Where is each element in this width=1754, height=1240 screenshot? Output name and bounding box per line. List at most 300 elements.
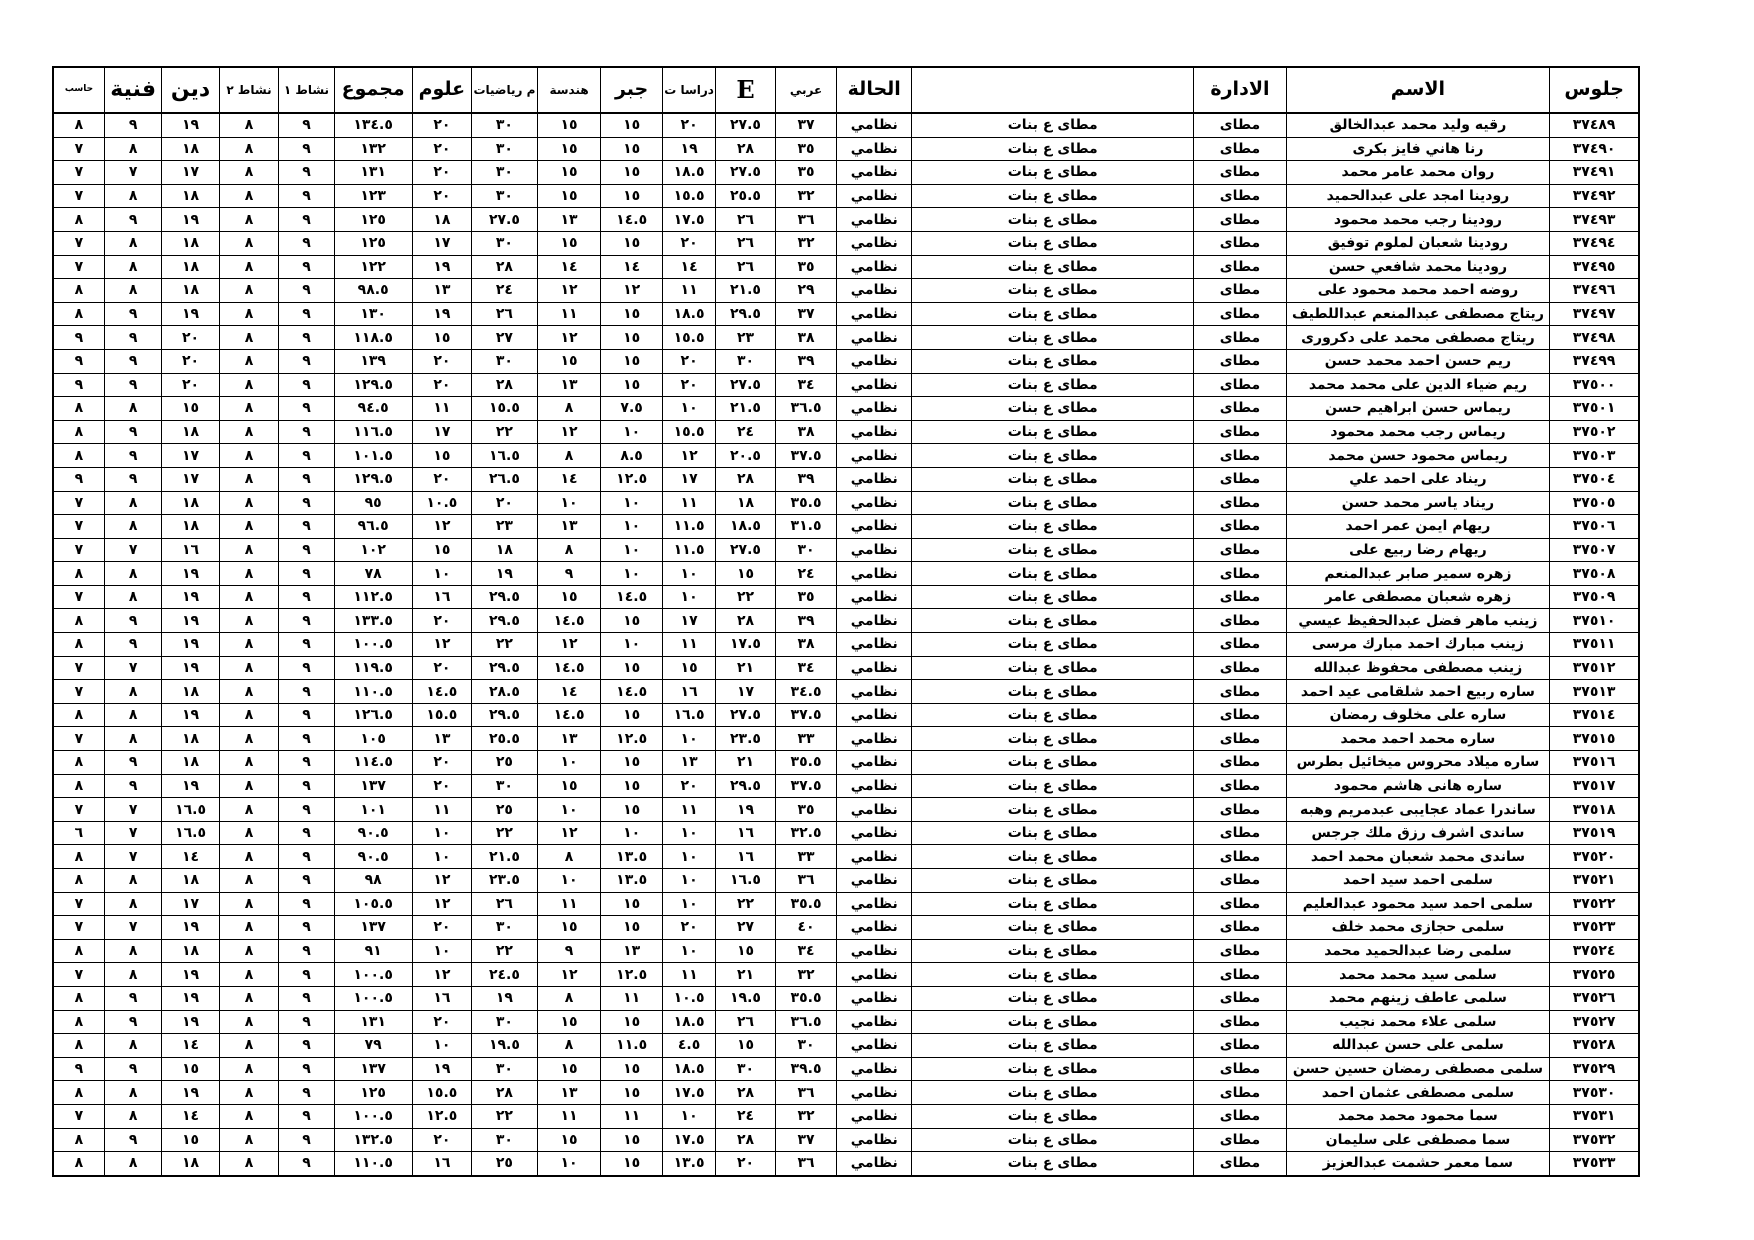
total-score-cell: ١٣١ xyxy=(334,1010,412,1034)
activity-1-score-cell: ٩ xyxy=(279,420,334,444)
total-score-cell: ١٣٧ xyxy=(334,916,412,940)
total-score-cell: ١٣٢.٥ xyxy=(334,1128,412,1152)
geometry-score-cell: ١٠ xyxy=(537,798,601,822)
religion-score-cell: ١٧ xyxy=(162,161,219,185)
art-score-cell: ٧ xyxy=(104,161,161,185)
computer-score-cell: ٨ xyxy=(53,869,104,893)
administration-cell: مطاى xyxy=(1194,798,1286,822)
total-score-cell: ١١٠.٥ xyxy=(334,1152,412,1176)
seat-number-cell: ٣٧٤٩١ xyxy=(1550,161,1639,185)
social-studies-score-cell: ١٦ xyxy=(662,680,715,704)
total-score-cell: ٧٩ xyxy=(334,1034,412,1058)
computer-score-cell: ٨ xyxy=(53,420,104,444)
geometry-score-cell: ١٠ xyxy=(537,751,601,775)
arabic-score-cell: ٣٨ xyxy=(775,326,837,350)
total-score-cell: ١٢٩.٥ xyxy=(334,373,412,397)
administration-cell: مطاى xyxy=(1194,491,1286,515)
table-row xyxy=(53,963,1639,987)
status-cell: نظامي xyxy=(837,1057,912,1081)
computer-score-cell: ٨ xyxy=(53,562,104,586)
total-score-cell: ١١٤.٥ xyxy=(334,751,412,775)
activity-2-score-cell: ٨ xyxy=(219,680,279,704)
seat-number-cell: ٣٧٥٠٣ xyxy=(1550,444,1639,468)
religion-score-cell: ١٩ xyxy=(162,562,219,586)
art-score-cell: ٨ xyxy=(104,279,161,303)
geometry-score-cell: ٨ xyxy=(537,538,601,562)
status-cell: نظامي xyxy=(837,397,912,421)
english-score-cell: ١٥ xyxy=(716,562,776,586)
table-row xyxy=(53,279,1639,303)
status-cell: نظامي xyxy=(837,1034,912,1058)
activity-1-score-cell: ٩ xyxy=(279,727,334,751)
algebra-score-cell: ١٥ xyxy=(601,656,663,680)
activity-2-score-cell: ٨ xyxy=(219,963,279,987)
activity-1-score-cell: ٩ xyxy=(279,869,334,893)
english-score-cell: ٢٠.٥ xyxy=(716,444,776,468)
status-cell: نظامي xyxy=(837,515,912,539)
activity-2-score-cell: ٨ xyxy=(219,585,279,609)
science-score-cell: ٢٠ xyxy=(412,609,472,633)
table-row xyxy=(53,798,1639,822)
geometry-score-cell: ١٥ xyxy=(537,349,601,373)
total-score-cell: ٩٨ xyxy=(334,869,412,893)
computer-score-cell: ٧ xyxy=(53,916,104,940)
geometry-score-cell: ١٥ xyxy=(537,113,601,137)
administration-cell: مطاى xyxy=(1194,1057,1286,1081)
status-cell: نظامي xyxy=(837,1152,912,1176)
seat-number-cell: ٣٧٥٢٩ xyxy=(1550,1057,1639,1081)
computer-score-cell: ٩ xyxy=(53,1057,104,1081)
art-score-cell: ٩ xyxy=(104,1057,161,1081)
seat-number-cell: ٣٧٤٩٧ xyxy=(1550,302,1639,326)
school-cell: مطاى ع بنات xyxy=(912,585,1194,609)
school-cell: مطاى ع بنات xyxy=(912,680,1194,704)
table-row xyxy=(53,326,1639,350)
status-cell: نظامي xyxy=(837,231,912,255)
activity-1-header: نشاط ١ xyxy=(279,67,334,113)
science-score-cell: ١٨ xyxy=(412,208,472,232)
religion-score-cell: ١٤ xyxy=(162,845,219,869)
status-cell: نظامي xyxy=(837,633,912,657)
social-studies-score-cell: ٢٠ xyxy=(662,113,715,137)
seat-number-cell: ٣٧٤٩٢ xyxy=(1550,184,1639,208)
status-cell: نظامي xyxy=(837,326,912,350)
algebra-score-cell: ١٣ xyxy=(601,939,663,963)
religion-score-cell: ١٩ xyxy=(162,609,219,633)
english-score-cell: ٢٤ xyxy=(716,1104,776,1128)
english-score-cell: ١٧ xyxy=(716,680,776,704)
school-cell: مطاى ع بنات xyxy=(912,751,1194,775)
arabic-score-cell: ٣٥ xyxy=(775,137,837,161)
seat-number-cell: ٣٧٥١٣ xyxy=(1550,680,1639,704)
geometry-score-cell: ٨ xyxy=(537,444,601,468)
english-score-cell: ٢٤ xyxy=(716,420,776,444)
computer-score-cell: ٨ xyxy=(53,279,104,303)
status-cell: نظامي xyxy=(837,751,912,775)
administration-cell: مطاى xyxy=(1194,845,1286,869)
english-score-cell: ٢٩.٥ xyxy=(716,774,776,798)
school-cell: مطاى ع بنات xyxy=(912,798,1194,822)
math-total-score-cell: ٢١.٥ xyxy=(472,845,538,869)
social-studies-score-cell: ١٥.٥ xyxy=(662,420,715,444)
name-header: الاسم xyxy=(1286,67,1550,113)
activity-1-score-cell: ٩ xyxy=(279,656,334,680)
activity-2-score-cell: ٨ xyxy=(219,892,279,916)
seat-number-cell: ٣٧٤٩٦ xyxy=(1550,279,1639,303)
table-body xyxy=(53,113,1639,1176)
social-studies-score-cell: ١٠ xyxy=(662,397,715,421)
religion-score-cell: ١٧ xyxy=(162,467,219,491)
school-cell: مطاى ع بنات xyxy=(912,397,1194,421)
arabic-score-cell: ٣٤ xyxy=(775,939,837,963)
administration-cell: مطاى xyxy=(1194,208,1286,232)
geometry-score-cell: ١٣ xyxy=(537,373,601,397)
arabic-score-cell: ٣٩ xyxy=(775,609,837,633)
algebra-score-cell: ١٠ xyxy=(601,562,663,586)
social-studies-score-cell: ١٣ xyxy=(662,751,715,775)
english-score-cell: ٢٨ xyxy=(716,609,776,633)
total-score-cell: ١٠٠.٥ xyxy=(334,633,412,657)
algebra-score-cell: ١٥ xyxy=(601,231,663,255)
table-row xyxy=(53,113,1639,137)
algebra-score-cell: ١٢ xyxy=(601,279,663,303)
school-cell: مطاى ع بنات xyxy=(912,137,1194,161)
school-cell: مطاى ع بنات xyxy=(912,916,1194,940)
geometry-score-cell: ١٢ xyxy=(537,326,601,350)
status-cell: نظامي xyxy=(837,279,912,303)
computer-score-cell: ٧ xyxy=(53,656,104,680)
school-cell: مطاى ع بنات xyxy=(912,326,1194,350)
seat-number-cell: ٣٧٥٠٠ xyxy=(1550,373,1639,397)
english-score-cell: ٢٧.٥ xyxy=(716,373,776,397)
english-score-cell: ١٥ xyxy=(716,939,776,963)
total-score-cell: ١٣٠ xyxy=(334,302,412,326)
table-row xyxy=(53,916,1639,940)
status-cell: نظامي xyxy=(837,444,912,468)
table-row xyxy=(53,208,1639,232)
art-score-cell: ٩ xyxy=(104,774,161,798)
arabic-score-cell: ٣٧ xyxy=(775,113,837,137)
english-header: E xyxy=(716,67,776,113)
arabic-score-cell: ٣٠ xyxy=(775,538,837,562)
religion-score-cell: ١٥ xyxy=(162,397,219,421)
table-row xyxy=(53,585,1639,609)
science-score-cell: ١٢ xyxy=(412,963,472,987)
religion-score-cell: ١٧ xyxy=(162,444,219,468)
activity-2-score-cell: ٨ xyxy=(219,703,279,727)
science-score-cell: ١٣ xyxy=(412,727,472,751)
english-score-cell: ٢٩.٥ xyxy=(716,302,776,326)
english-score-cell: ٢٧.٥ xyxy=(716,703,776,727)
social-studies-score-cell: ١٠ xyxy=(662,562,715,586)
administration-cell: مطاى xyxy=(1194,184,1286,208)
administration-cell: مطاى xyxy=(1194,1081,1286,1105)
math-total-score-cell: ٣٠ xyxy=(472,184,538,208)
activity-2-score-cell: ٨ xyxy=(219,302,279,326)
student-name-cell: روان محمد عامر محمد xyxy=(1286,161,1550,185)
status-cell: نظامي xyxy=(837,986,912,1010)
social-studies-score-cell: ١٠ xyxy=(662,939,715,963)
activity-2-score-cell: ٨ xyxy=(219,373,279,397)
seat-number-cell: ٣٧٥٠٩ xyxy=(1550,585,1639,609)
total-score-cell: ١٠١.٥ xyxy=(334,444,412,468)
student-name-cell: زينب مصطفى محفوظ عبدالله xyxy=(1286,656,1550,680)
math-total-score-cell: ٢٢ xyxy=(472,1104,538,1128)
activity-2-score-cell: ٨ xyxy=(219,1057,279,1081)
administration-cell: مطاى xyxy=(1194,279,1286,303)
activity-1-score-cell: ٩ xyxy=(279,1104,334,1128)
science-score-cell: ١٥ xyxy=(412,444,472,468)
table-row xyxy=(53,1010,1639,1034)
activity-1-score-cell: ٩ xyxy=(279,491,334,515)
activity-2-score-cell: ٨ xyxy=(219,751,279,775)
religion-score-cell: ١٩ xyxy=(162,633,219,657)
administration-cell: مطاى xyxy=(1194,585,1286,609)
status-cell: نظامي xyxy=(837,963,912,987)
social-studies-score-cell: ١٤ xyxy=(662,255,715,279)
arabic-score-cell: ٣٦.٥ xyxy=(775,397,837,421)
activity-1-score-cell: ٩ xyxy=(279,137,334,161)
geometry-header: هندسة xyxy=(537,67,601,113)
arabic-score-cell: ٣٧.٥ xyxy=(775,703,837,727)
status-cell: نظامي xyxy=(837,184,912,208)
administration-cell: مطاى xyxy=(1194,963,1286,987)
computer-score-cell: ٧ xyxy=(53,137,104,161)
math-total-score-cell: ٣٠ xyxy=(472,231,538,255)
religion-score-cell: ١٩ xyxy=(162,963,219,987)
science-score-cell: ١٤.٥ xyxy=(412,680,472,704)
art-score-cell: ٩ xyxy=(104,1128,161,1152)
total-score-cell: ١١٨.٥ xyxy=(334,326,412,350)
geometry-score-cell: ١٢ xyxy=(537,279,601,303)
activity-1-score-cell: ٩ xyxy=(279,444,334,468)
arabic-score-cell: ٢٩ xyxy=(775,279,837,303)
art-score-cell: ٨ xyxy=(104,1104,161,1128)
activity-2-score-cell: ٨ xyxy=(219,727,279,751)
arabic-score-cell: ٣٢.٥ xyxy=(775,821,837,845)
religion-score-cell: ١٨ xyxy=(162,1152,219,1176)
math-total-score-cell: ٢٥ xyxy=(472,798,538,822)
arabic-score-cell: ٣٢ xyxy=(775,963,837,987)
art-score-cell: ٨ xyxy=(104,892,161,916)
religion-score-cell: ٢٠ xyxy=(162,326,219,350)
activity-1-score-cell: ٩ xyxy=(279,1010,334,1034)
school-cell: مطاى ع بنات xyxy=(912,892,1194,916)
total-score-cell: ١٠٢ xyxy=(334,538,412,562)
activity-1-score-cell: ٩ xyxy=(279,1128,334,1152)
status-cell: نظامي xyxy=(837,939,912,963)
total-score-cell: ٩٦.٥ xyxy=(334,515,412,539)
activity-1-score-cell: ٩ xyxy=(279,231,334,255)
table-row xyxy=(53,703,1639,727)
math-total-score-cell: ٢٨ xyxy=(472,255,538,279)
student-name-cell: ريماس محمود حسن محمد xyxy=(1286,444,1550,468)
status-cell: نظامي xyxy=(837,680,912,704)
student-name-cell: ريهام رضا ربيع على xyxy=(1286,538,1550,562)
activity-2-score-cell: ٨ xyxy=(219,1081,279,1105)
administration-cell: مطاى xyxy=(1194,986,1286,1010)
activity-1-score-cell: ٩ xyxy=(279,302,334,326)
algebra-score-cell: ١٥ xyxy=(601,373,663,397)
table-row xyxy=(53,538,1639,562)
algebra-score-cell: ١٠ xyxy=(601,538,663,562)
activity-2-score-cell: ٨ xyxy=(219,538,279,562)
math-total-score-cell: ٢٥ xyxy=(472,751,538,775)
activity-2-score-cell: ٨ xyxy=(219,821,279,845)
administration-cell: مطاى xyxy=(1194,680,1286,704)
math-total-score-cell: ٢٤.٥ xyxy=(472,963,538,987)
school-cell: مطاى ع بنات xyxy=(912,255,1194,279)
activity-2-score-cell: ٨ xyxy=(219,326,279,350)
seat-number-cell: ٣٧٤٩٨ xyxy=(1550,326,1639,350)
school-cell: مطاى ع بنات xyxy=(912,184,1194,208)
computer-score-cell: ٧ xyxy=(53,515,104,539)
art-score-cell: ٨ xyxy=(104,515,161,539)
religion-score-cell: ١٩ xyxy=(162,1010,219,1034)
computer-score-cell: ٨ xyxy=(53,986,104,1010)
total-score-cell: ١٠٠.٥ xyxy=(334,1104,412,1128)
math-total-score-cell: ٣٠ xyxy=(472,1057,538,1081)
algebra-score-cell: ١٥ xyxy=(601,184,663,208)
student-name-cell: سلمى احمد سيد محمود عبدالعليم xyxy=(1286,892,1550,916)
art-score-cell: ٧ xyxy=(104,798,161,822)
table-row xyxy=(53,373,1639,397)
student-name-cell: ريم حسن احمد محمد حسن xyxy=(1286,349,1550,373)
activity-1-score-cell: ٩ xyxy=(279,538,334,562)
activity-2-score-cell: ٨ xyxy=(219,986,279,1010)
science-score-cell: ٢٠ xyxy=(412,774,472,798)
school-cell: مطاى ع بنات xyxy=(912,845,1194,869)
art-score-cell: ٧ xyxy=(104,656,161,680)
algebra-score-cell: ١٤.٥ xyxy=(601,680,663,704)
administration-cell: مطاى xyxy=(1194,255,1286,279)
activity-2-header: نشاط ٢ xyxy=(219,67,279,113)
administration-cell: مطاى xyxy=(1194,420,1286,444)
student-name-cell: زهره سمير صابر عبدالمنعم xyxy=(1286,562,1550,586)
art-score-cell: ٧ xyxy=(104,916,161,940)
algebra-score-cell: ١٥ xyxy=(601,751,663,775)
computer-score-cell: ٨ xyxy=(53,774,104,798)
activity-1-score-cell: ٩ xyxy=(279,1152,334,1176)
math-total-score-cell: ٢٩.٥ xyxy=(472,703,538,727)
algebra-score-cell: ١٥ xyxy=(601,113,663,137)
student-name-cell: ريتاج مصطفى محمد على دكرورى xyxy=(1286,326,1550,350)
geometry-score-cell: ٩ xyxy=(537,939,601,963)
activity-1-score-cell: ٩ xyxy=(279,161,334,185)
algebra-score-cell: ١٠ xyxy=(601,633,663,657)
science-score-cell: ٢٠ xyxy=(412,184,472,208)
total-score-cell: ١٣٣.٥ xyxy=(334,609,412,633)
algebra-score-cell: ١٥ xyxy=(601,1081,663,1105)
geometry-score-cell: ١١ xyxy=(537,1104,601,1128)
arabic-score-cell: ٣٨ xyxy=(775,633,837,657)
status-cell: نظامي xyxy=(837,1010,912,1034)
school-cell: مطاى ع بنات xyxy=(912,1034,1194,1058)
algebra-score-cell: ١٠ xyxy=(601,821,663,845)
geometry-score-cell: ١٥ xyxy=(537,916,601,940)
activity-1-score-cell: ٩ xyxy=(279,986,334,1010)
school-cell: مطاى ع بنات xyxy=(912,467,1194,491)
art-score-cell: ٨ xyxy=(104,397,161,421)
school-cell: مطاى ع بنات xyxy=(912,633,1194,657)
math-total-score-cell: ٢٩.٥ xyxy=(472,656,538,680)
algebra-score-cell: ١٣.٥ xyxy=(601,869,663,893)
school-cell: مطاى ع بنات xyxy=(912,562,1194,586)
social-studies-score-cell: ١١.٥ xyxy=(662,515,715,539)
student-name-cell: رودينا رجب محمد محمود xyxy=(1286,208,1550,232)
total-score-cell: ١٠٥.٥ xyxy=(334,892,412,916)
seat-number-cell: ٣٧٥٠٤ xyxy=(1550,467,1639,491)
computer-score-cell: ٨ xyxy=(53,609,104,633)
seat-number-cell: ٣٧٤٩٩ xyxy=(1550,349,1639,373)
student-name-cell: زهره شعبان مصطفى عامر xyxy=(1286,585,1550,609)
activity-2-score-cell: ٨ xyxy=(219,444,279,468)
total-score-cell: ١٣٩ xyxy=(334,349,412,373)
social-studies-score-cell: ١٧.٥ xyxy=(662,1081,715,1105)
arabic-score-cell: ٣٥ xyxy=(775,255,837,279)
english-score-cell: ١٦.٥ xyxy=(716,869,776,893)
math-total-score-cell: ٢٢ xyxy=(472,633,538,657)
status-cell: نظامي xyxy=(837,703,912,727)
arabic-score-cell: ٣٥.٥ xyxy=(775,892,837,916)
art-score-cell: ٨ xyxy=(104,1081,161,1105)
administration-cell: مطاى xyxy=(1194,869,1286,893)
english-score-cell: ٢٢ xyxy=(716,892,776,916)
seat-number-cell: ٣٧٤٨٩ xyxy=(1550,113,1639,137)
activity-1-score-cell: ٩ xyxy=(279,751,334,775)
social-studies-score-cell: ١٧.٥ xyxy=(662,1128,715,1152)
seat-number-cell: ٣٧٤٩٤ xyxy=(1550,231,1639,255)
algebra-score-cell: ١٥ xyxy=(601,326,663,350)
math-total-score-cell: ٢٥.٥ xyxy=(472,727,538,751)
arabic-score-cell: ٣٩ xyxy=(775,349,837,373)
activity-2-score-cell: ٨ xyxy=(219,1128,279,1152)
table-row xyxy=(53,869,1639,893)
social-studies-score-cell: ١١ xyxy=(662,798,715,822)
religion-score-cell: ١٨ xyxy=(162,279,219,303)
english-score-cell: ١٨ xyxy=(716,491,776,515)
english-score-cell: ١٦ xyxy=(716,821,776,845)
english-score-cell: ١٩ xyxy=(716,798,776,822)
total-score-cell: ١٢٥ xyxy=(334,208,412,232)
seat-number-cell: ٣٧٥٣٢ xyxy=(1550,1128,1639,1152)
religion-score-cell: ١٥ xyxy=(162,1128,219,1152)
administration-cell: مطاى xyxy=(1194,137,1286,161)
computer-score-cell: ٨ xyxy=(53,633,104,657)
computer-score-cell: ٧ xyxy=(53,1104,104,1128)
social-studies-score-cell: ١٠ xyxy=(662,821,715,845)
seat-number-cell: ٣٧٤٩٠ xyxy=(1550,137,1639,161)
science-score-cell: ٢٠ xyxy=(412,113,472,137)
total-score-cell: ١٠٥ xyxy=(334,727,412,751)
table-row xyxy=(53,892,1639,916)
student-name-cell: رقيه وليد محمد عبدالخالق xyxy=(1286,113,1550,137)
status-cell: نظامي xyxy=(837,302,912,326)
arabic-score-cell: ٣٥ xyxy=(775,585,837,609)
science-score-cell: ١٠ xyxy=(412,939,472,963)
religion-score-cell: ١٧ xyxy=(162,892,219,916)
english-score-cell: ١٨.٥ xyxy=(716,515,776,539)
science-score-cell: ١٠ xyxy=(412,821,472,845)
activity-1-score-cell: ٩ xyxy=(279,1034,334,1058)
table-row xyxy=(53,137,1639,161)
geometry-score-cell: ١١ xyxy=(537,302,601,326)
religion-score-cell: ١٨ xyxy=(162,727,219,751)
religion-score-cell: ١٦.٥ xyxy=(162,798,219,822)
social-studies-score-cell: ١٠ xyxy=(662,727,715,751)
algebra-score-cell: ١٥ xyxy=(601,798,663,822)
activity-2-score-cell: ٨ xyxy=(219,137,279,161)
